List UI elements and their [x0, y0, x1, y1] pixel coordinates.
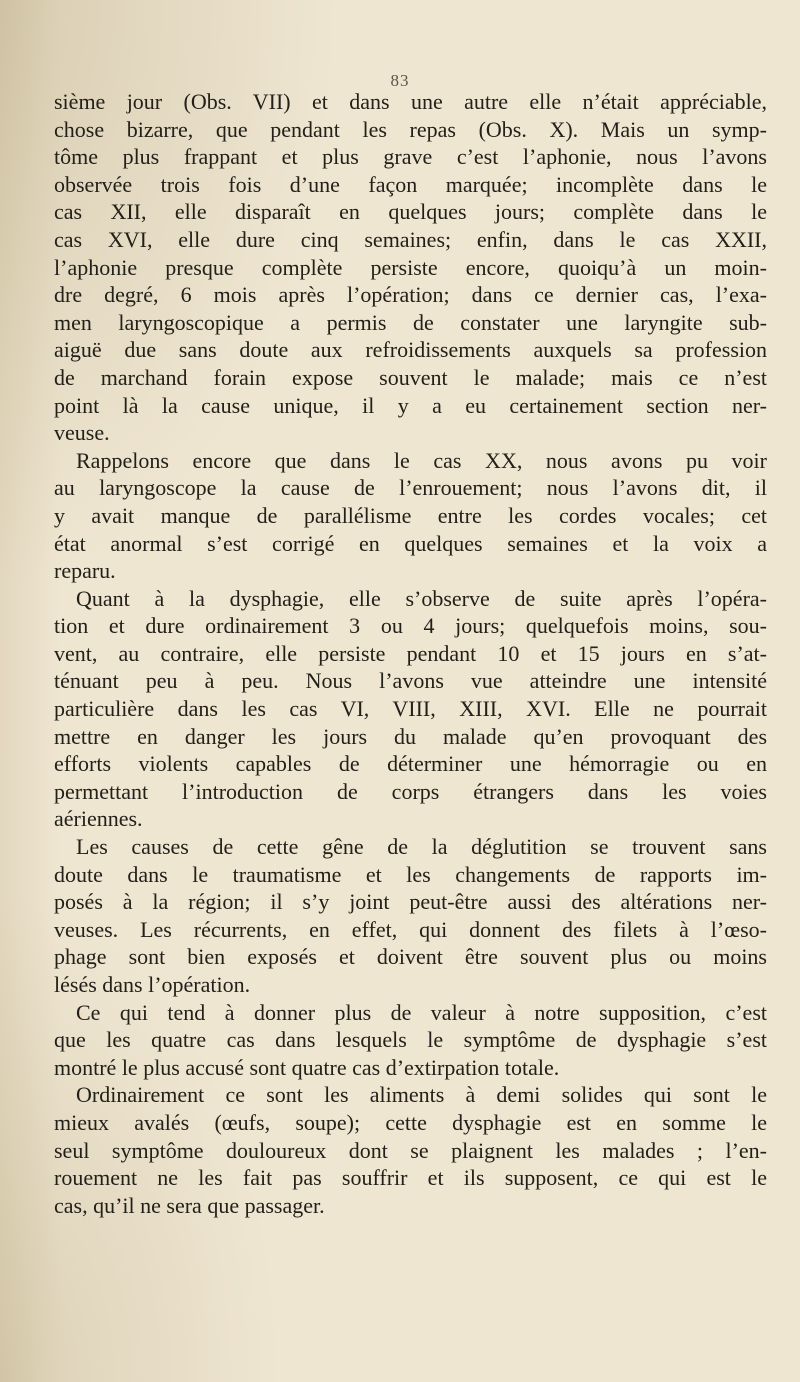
text-line: tion et dure ordinairement 3 ou 4 jours; quelquefois moins, sou-: [54, 613, 767, 639]
text-line: de marchand forain expose souvent le malade; mais ce n’est: [54, 364, 767, 390]
text-line: ténuant peu à peu. Nous l’avons vue atteindre une intensité: [54, 668, 767, 694]
text-line: état anormal s’est corrigé en quelques semaines et la voix a: [54, 530, 767, 556]
text-line: particulière dans les cas VI, VIII, XIII, XVI. Elle ne pourrait: [54, 696, 767, 722]
text-line: lésés dans l’opération.: [54, 972, 251, 997]
body-text: [54, 88, 767, 1219]
text-line: mettre en danger les jours du malade qu’en provoquant des: [54, 723, 767, 749]
text-line: aiguë due sans doute aux refroidissements auxquels sa profession: [54, 337, 767, 363]
text-line: permettant l’introduction de corps étrangers dans les voies: [54, 778, 767, 804]
text-line: l’aphonie presque complète persiste encore, quoiqu’à un moin-: [54, 254, 767, 280]
text-line: mieux avalés (œufs, soupe); cette dysphagie est en somme le: [54, 1109, 767, 1135]
text-line: montré le plus accusé sont quatre cas d’extirpation totale.: [54, 1054, 560, 1080]
text-line: sième jour (Obs. VII) et dans une autre elle n’était appréciable,: [54, 89, 767, 114]
text-line: aériennes.: [54, 806, 143, 832]
text-line: au laryngoscope la cause de l’enrouement; nous l’avons dit, il: [54, 475, 767, 501]
text-line: cas XII, elle disparaît en quelques jours; complète dans le: [54, 199, 767, 225]
text-line: men laryngoscopique a permis de constater une laryngite sub-: [54, 309, 767, 335]
text-line: cas XVI, elle dure cinq semaines; enfin, dans le cas XXII,: [54, 226, 767, 252]
text-line: Les causes de cette gêne de la déglutition se trouvent sans: [76, 834, 767, 860]
text-line: Quant à la dysphagie, elle s’observe de suite après l’opéra-: [76, 585, 767, 611]
text-line: posés à la région; il s’y joint peut-être aussi des altérations ner-: [54, 889, 767, 915]
page-number: 83: [390, 71, 410, 90]
text-line: vent, au contraire, elle persiste pendant 10 et 15 jours en s’at-: [54, 640, 767, 666]
text-line: point là la cause unique, il y a eu certainement section ner-: [54, 392, 767, 418]
text-line: veuses. Les récurrents, en effet, qui donnent des filets à l’œso-: [54, 916, 767, 942]
text-line: tôme plus frappant et plus grave c’est l’aphonie, nous l’avons: [54, 144, 767, 170]
text-line: chose bizarre, que pendant les repas (Obs. X). Mais un symp-: [54, 116, 767, 142]
text-line: Ce qui tend à donner plus de valeur à notre supposition, c’est: [76, 999, 767, 1025]
text-line: Ordinairement ce sont les aliments à demi solides qui sont le: [76, 1082, 767, 1108]
text-line: que les quatre cas dans lesquels le symptôme de dysphagie s’est: [54, 1027, 767, 1053]
text-line: phage sont bien exposés et doivent être souvent plus ou moins: [54, 944, 767, 970]
text-line: Rappelons encore que dans le cas XX, nous avons pu voir: [76, 447, 767, 473]
text-line: seul symptôme douloureux dont se plaignent les malades ; l’en-: [54, 1137, 767, 1163]
text-line: doute dans le traumatisme et les changements de rapports im-: [54, 861, 767, 887]
text-line: efforts violents capables de déterminer une hémorragie ou en: [54, 751, 767, 777]
text-line: observée trois fois d’une façon marquée; incomplète dans le: [54, 171, 767, 197]
text-line: reparu.: [54, 558, 116, 584]
text-line: rouement ne les fait pas souffrir et ils supposent, ce qui est le: [54, 1165, 767, 1191]
text-line: dre degré, 6 mois après l’opération; dans ce dernier cas, l’exa-: [54, 282, 767, 308]
text-line: veuse.: [54, 420, 110, 446]
text-line: y avait manque de parallélisme entre les cordes vocales; cet: [54, 502, 767, 528]
text-line: cas, qu’il ne sera que passager.: [54, 1192, 325, 1218]
